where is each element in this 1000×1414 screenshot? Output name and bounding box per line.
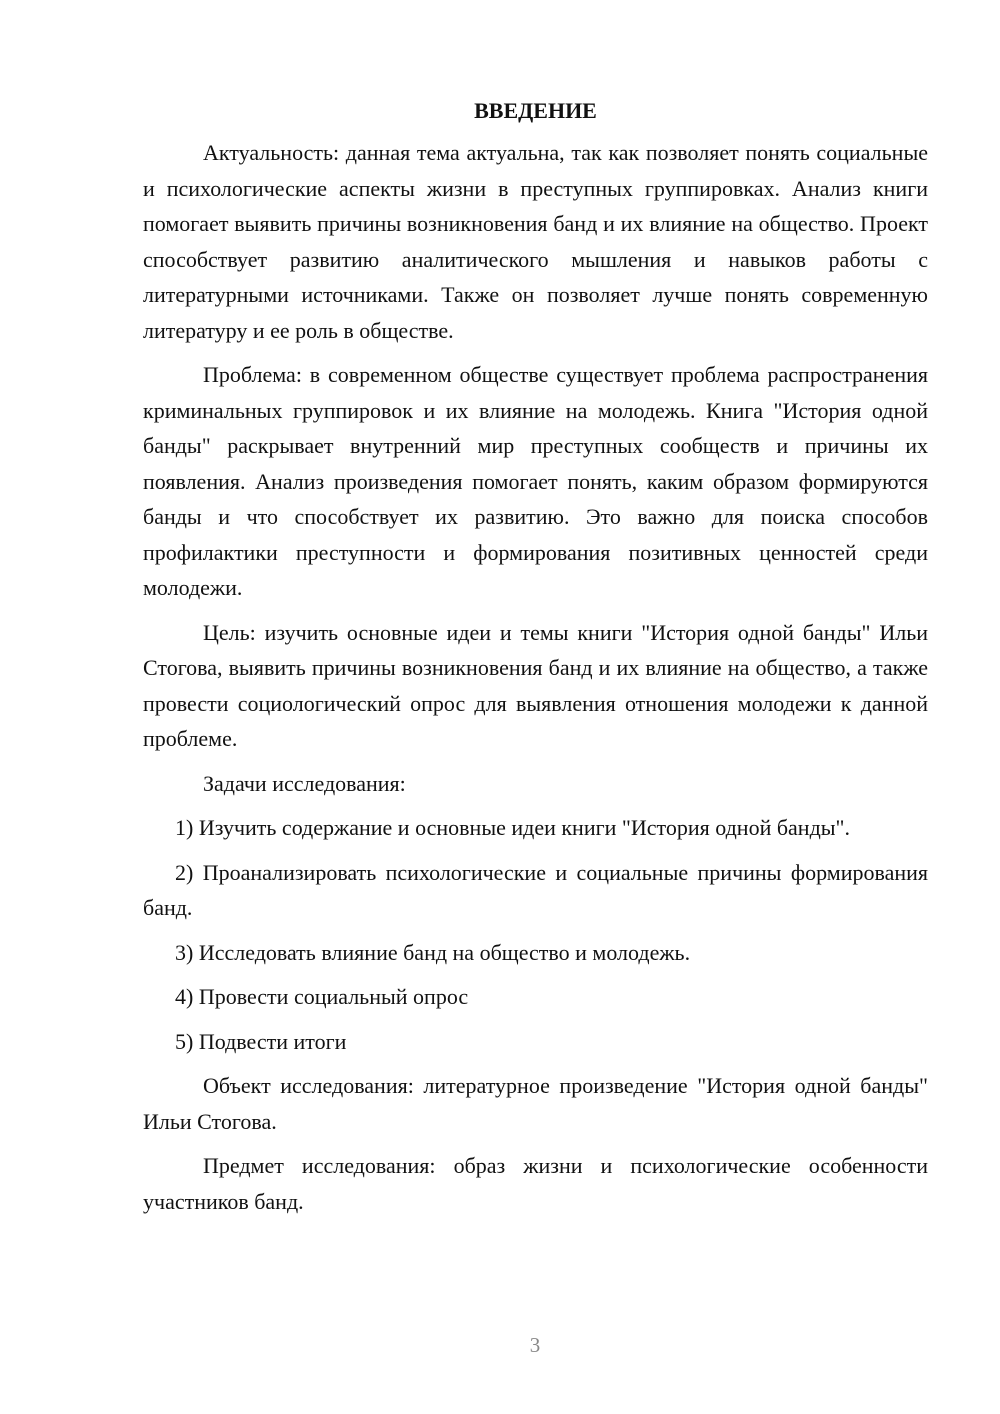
- paragraph-tasks-heading: Задачи исследования:: [203, 770, 406, 796]
- task-item-2: 2) Проанализировать психологические и социальные причины формирования банд.: [143, 859, 928, 920]
- section-title: ВВЕДЕНИЕ: [474, 98, 597, 123]
- task-item-1: 1) Изучить содержание и основные идеи книги "История одной банды".: [175, 815, 851, 840]
- tasks-list: [143, 810, 928, 1059]
- task-item-5: 5) Подвести итоги: [175, 1028, 347, 1054]
- paragraph-relevance: Актуальность: данная тема актуальна, так как позволяет понять социальные и психологические аспекты жизни в преступных группировках. Анализ книги помогает выявить причины возникновения банд и их влияние на общество. Проект способствует развитию аналитического мышления и навыков работы с литературными источниками. Также он позволяет лучше понять современную литературу и ее роль в обществе.: [143, 140, 928, 343]
- document-page: [143, 95, 928, 1228]
- page-number: 3: [529, 1333, 541, 1357]
- paragraph-object: Объект исследования: литературное произведение "История одной банды" Ильи Стогова.: [143, 1073, 928, 1134]
- task-item-3: 3) Исследовать влияние банд на общество и молодежь.: [175, 939, 691, 965]
- task-item-4: 4) Провести социальный опрос: [175, 984, 469, 1009]
- paragraph-subject: Предмет исследования: образ жизни и психологические особенности участников банд.: [143, 1153, 928, 1214]
- paragraph-goal: Цель: изучить основные идеи и темы книги "История одной банды" Ильи Стогова, выявить причины возникновения банд и их влияние на общество, а также провести социологический опрос для выявления отношения молодежи к данной проблеме.: [143, 619, 928, 751]
- paragraph-problem: Проблема: в современном обществе существует проблема распространения криминальных группировок и их влияние на молодежь. Книга "История одной банды" раскрывает внутренний мир преступных сообществ и причины их появления. Анализ произведения помогает понять, каким образом формируются банды и что способствует их развитию. Это важно для поиска способов профилактики преступности и формирования позитивных ценностей среди молодежи.: [143, 362, 928, 600]
